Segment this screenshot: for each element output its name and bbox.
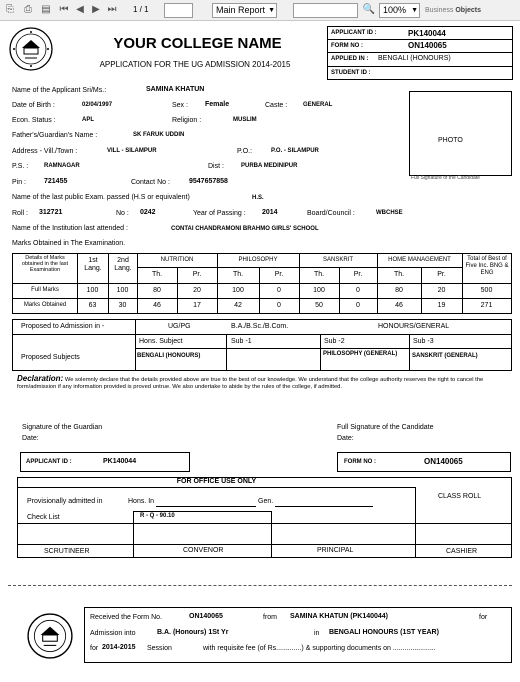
photo-box bbox=[409, 91, 512, 176]
guardian-date-label: Date: bbox=[22, 435, 39, 442]
sub1-label: Sub -1 bbox=[231, 338, 252, 345]
marks-cell: 0 bbox=[356, 302, 360, 309]
scrutineer-label: SCRUTINEER bbox=[44, 548, 90, 555]
course-value: B.A. (Honours) 1St Yr bbox=[157, 629, 229, 636]
subject-header: PHILOSOPHY bbox=[238, 257, 278, 263]
subject-value: BENGALI HONOURS (1ST YEAR) bbox=[329, 629, 439, 636]
marks-cell: 46 bbox=[395, 302, 403, 309]
form-no-value: ON140065 bbox=[424, 457, 463, 466]
convenor-label: CONVENOR bbox=[183, 547, 224, 554]
brand-logo bbox=[425, 7, 481, 14]
form-no-label: FORM NO : bbox=[344, 459, 376, 465]
contact-label: Contact No : bbox=[131, 179, 170, 186]
tree-toggle-icon[interactable]: ▤ bbox=[41, 4, 51, 15]
details-header: Details of Marks obtained in the last Examination bbox=[21, 255, 69, 273]
address-value: VILL - SILAMPUR bbox=[107, 148, 157, 154]
hons-in-label: Hons. In bbox=[128, 498, 155, 505]
from-name: SAMINA KHATUN (PK140044) bbox=[290, 613, 389, 620]
full-marks-label: Full Marks bbox=[31, 287, 59, 293]
marks-cell: 500 bbox=[480, 287, 493, 294]
session-prefix: for bbox=[90, 645, 99, 652]
session-label: Session bbox=[147, 645, 172, 652]
college-seal bbox=[8, 26, 54, 72]
last-page-icon[interactable]: ⏭ bbox=[107, 4, 117, 15]
marks-cell: 0 bbox=[277, 287, 281, 294]
binoculars-icon[interactable]: 🔍 bbox=[362, 4, 376, 15]
religion-value: MUSLIM bbox=[233, 117, 257, 123]
year-value: 2014 bbox=[262, 209, 278, 216]
marks-cell: 100 bbox=[232, 287, 244, 294]
in-label: in bbox=[314, 630, 320, 637]
guardian-label: Father's/Guardian's Name : bbox=[12, 132, 98, 139]
pin-value: 721455 bbox=[44, 178, 68, 185]
form-no-box bbox=[337, 452, 511, 472]
applicant-info-box bbox=[327, 26, 513, 80]
po-label: P.O.: bbox=[237, 148, 253, 155]
dob-label: Date of Birth : bbox=[12, 102, 55, 109]
exam-value: H.S. bbox=[252, 195, 264, 201]
marks-cell: 100 bbox=[313, 287, 325, 294]
econ-value: APL bbox=[82, 117, 94, 123]
pin-label: Pin : bbox=[12, 179, 27, 186]
office-title: FOR OFFICE USE ONLY bbox=[176, 478, 257, 485]
admission-table bbox=[12, 319, 512, 371]
proposed-label: Proposed to Admission in - bbox=[21, 323, 105, 330]
caste-value: GENERAL bbox=[303, 102, 333, 108]
first-lang-header: 1st Lang. bbox=[84, 257, 102, 272]
provisional-label: Provisionally admitted in bbox=[27, 498, 103, 505]
board-value: WBCHSE bbox=[376, 210, 403, 216]
for-label: for bbox=[479, 614, 488, 621]
fee-text: with requisite fee (of Rs.............) & supporting documents on ...................... bbox=[203, 645, 436, 652]
check-list-label: Check List bbox=[27, 514, 60, 521]
guardian-signature-label: Signature of the Guardian bbox=[22, 424, 103, 431]
hons-subject-label: Hons. Subject bbox=[139, 338, 183, 345]
pr-header: Pr. bbox=[437, 271, 446, 278]
pr-header: Pr. bbox=[274, 271, 284, 278]
chevron-down-icon: ▼ bbox=[268, 7, 275, 14]
second-lang-header: 2nd Lang. bbox=[114, 257, 132, 272]
ps-value: RAMNAGAR bbox=[44, 163, 80, 169]
marks-cell: 100 bbox=[86, 287, 99, 294]
cut-line bbox=[8, 585, 512, 586]
dist-label: Dist : bbox=[208, 163, 224, 170]
rq-value: R - Q - 90.10 bbox=[140, 513, 175, 519]
marks-cell: 50 bbox=[315, 302, 323, 309]
marks-cell: 63 bbox=[88, 302, 97, 309]
dist-value: PURBA MEDINIPUR bbox=[241, 163, 298, 169]
religion-label: Religion : bbox=[172, 117, 202, 124]
subject-header: HOME MANAGEMENT bbox=[388, 257, 451, 263]
applicant-id-label: APPLICANT ID : bbox=[26, 459, 72, 465]
marks-cell: 30 bbox=[118, 302, 127, 309]
marks-cell: 100 bbox=[116, 287, 129, 294]
marks-obtained-label: Marks Obtained bbox=[23, 302, 67, 308]
th-header: Th. bbox=[393, 271, 405, 278]
college-name: YOUR COLLEGE NAME bbox=[113, 35, 282, 52]
declaration bbox=[17, 376, 507, 390]
marks-cell: 0 bbox=[356, 287, 360, 294]
from-label: from bbox=[263, 614, 277, 621]
address-label: Address - Vill./Town : bbox=[12, 148, 78, 155]
applicant-id-box bbox=[20, 452, 190, 472]
institution-label: Name of the Institution last attended : bbox=[12, 225, 128, 232]
sub3-value: SANSKRIT (GENERAL) bbox=[412, 353, 478, 359]
marks-table bbox=[12, 253, 512, 314]
sub3-label: Sub -3 bbox=[413, 338, 434, 345]
marks-cell: 20 bbox=[437, 287, 446, 294]
caste-label: Caste : bbox=[265, 102, 288, 109]
search-input[interactable] bbox=[293, 3, 358, 18]
no-value: 0242 bbox=[140, 209, 156, 216]
brand-text-bold: Objects bbox=[455, 7, 482, 14]
roll-value: 312721 bbox=[39, 209, 63, 216]
proposed-subjects-label: Proposed Subjects bbox=[21, 354, 80, 361]
hons-subject-value: BENGALI (HONOURS) bbox=[137, 353, 201, 359]
info-label: FORM NO : bbox=[331, 43, 363, 49]
info-value: PK140044 bbox=[408, 29, 446, 38]
po-value: P.O. - SILAMPUR bbox=[271, 148, 319, 154]
sex-value: Female bbox=[205, 101, 230, 108]
econ-label: Econ. Status : bbox=[12, 117, 56, 124]
name-label: Name of the Applicant Sri/Ms.: bbox=[12, 87, 107, 94]
info-label: STUDENT ID : bbox=[331, 70, 371, 76]
brand-text: Business bbox=[425, 7, 454, 14]
guardian-value: SK FARUK UDDIN bbox=[133, 132, 185, 138]
page-indicator: 1 / 1 bbox=[133, 5, 149, 14]
year-label: Year of Passing : bbox=[193, 210, 246, 217]
marks-cell: 42 bbox=[234, 302, 242, 309]
receipt-form-no: ON140065 bbox=[189, 613, 223, 620]
applicant-id-value: PK140044 bbox=[103, 458, 137, 465]
marks-cell: 80 bbox=[395, 287, 403, 294]
marks-cell: 46 bbox=[153, 302, 161, 309]
hons-general-label: HONOURS/GENERAL bbox=[378, 323, 450, 330]
photo-signature-caption: Full Signature of the Candidate bbox=[411, 175, 480, 181]
session-value: 2014-2015 bbox=[102, 644, 136, 651]
print-icon[interactable]: ⎙ bbox=[24, 4, 32, 15]
sub2-label: Sub -2 bbox=[324, 338, 345, 345]
college-seal-receipt bbox=[26, 612, 74, 660]
pr-header: Pr. bbox=[192, 271, 202, 278]
marks-cell: 0 bbox=[277, 302, 281, 309]
th-header: Th. bbox=[151, 271, 163, 278]
candidate-date-label: Date: bbox=[337, 435, 354, 442]
sex-label: Sex : bbox=[172, 102, 188, 109]
received-label: Received the Form No. bbox=[90, 614, 162, 621]
dob-value: 02/04/1997 bbox=[82, 102, 113, 108]
candidate-signature-label: Full Signature of the Candidate bbox=[337, 424, 434, 431]
admission-into-label: Admission into bbox=[90, 630, 136, 637]
subject-header: SANSKRIT bbox=[322, 257, 353, 263]
report-select[interactable] bbox=[212, 3, 277, 18]
contact-value: 9547657858 bbox=[189, 178, 228, 185]
info-value: ON140065 bbox=[408, 41, 447, 50]
form-subtitle: APPLICATION FOR THE UG ADMISSION 2014-2015 bbox=[99, 60, 291, 69]
office-use-box bbox=[17, 477, 512, 558]
info-label: APPLICANT ID : bbox=[331, 30, 377, 36]
sub2-value: PHILOSOPHY (GENERAL) bbox=[323, 351, 398, 357]
class-roll-label: CLASS ROLL bbox=[438, 493, 482, 500]
ugpg-label: UG/PG bbox=[168, 323, 191, 330]
institution-value: CONTAI CHANDRAMONI BRAHMO GIRLS' SCHOOL bbox=[171, 226, 319, 232]
info-label: APPLIED IN : bbox=[331, 56, 369, 62]
prev-page-icon[interactable]: ◀ bbox=[76, 4, 84, 15]
report-viewer-toolbar bbox=[0, 0, 520, 21]
th-header: Th. bbox=[313, 271, 325, 278]
receipt-box bbox=[84, 607, 512, 663]
cashier-label: CASHIER bbox=[446, 548, 478, 555]
gen-label: Gen. bbox=[258, 498, 274, 505]
marks-cell: 17 bbox=[193, 302, 201, 309]
zoom-select[interactable] bbox=[379, 3, 420, 18]
photo-label: PHOTO bbox=[438, 137, 463, 144]
applicant-name: SAMINA KHATUN bbox=[146, 86, 205, 93]
goto-page-input[interactable] bbox=[164, 3, 193, 18]
pr-header: Pr. bbox=[353, 271, 363, 278]
chevron-down-icon: ▼ bbox=[411, 7, 418, 14]
no-label: No : bbox=[116, 210, 129, 217]
first-page-icon[interactable]: ⏮ bbox=[59, 4, 69, 15]
marks-cell: 19 bbox=[437, 302, 446, 309]
total-header: Total of Best of Five Inc. BNG & ENG bbox=[465, 256, 509, 276]
ba-label: B.A./B.Sc./B.Com. bbox=[231, 323, 289, 330]
marks-caption: Marks Obtained in The Examination. bbox=[12, 240, 126, 247]
marks-cell: 20 bbox=[193, 287, 201, 294]
roll-label: Roll : bbox=[12, 210, 28, 217]
exam-label: Name of the last public Exam. passed (H.S or equivalent) bbox=[12, 194, 190, 201]
board-label: Board/Council : bbox=[307, 210, 355, 217]
zoom-select-value: 100% bbox=[383, 5, 407, 15]
marks-cell: 80 bbox=[153, 287, 161, 294]
principal-label: PRINCIPAL bbox=[317, 547, 354, 554]
ps-label: P.S. : bbox=[12, 163, 29, 170]
declaration-title: Declaration: bbox=[17, 374, 64, 383]
report-select-value: Main Report bbox=[216, 5, 266, 15]
marks-cell: 271 bbox=[480, 302, 493, 309]
subject-header: NUTRITION bbox=[160, 257, 194, 263]
info-value: BENGALI (HONOURS) bbox=[378, 55, 451, 62]
declaration-text: We solemnly declare that the details provided above are true to the best of our knowledge. We understand that the college authority reserves the right to cancel the form/admission if any information provided is proved untrue. We also undertake to abide by the rules of the college, if admitted. bbox=[17, 377, 484, 390]
export-icon[interactable]: ⎘ bbox=[6, 4, 14, 15]
th-header: Th. bbox=[232, 271, 244, 278]
next-page-icon[interactable]: ▶ bbox=[92, 4, 100, 15]
